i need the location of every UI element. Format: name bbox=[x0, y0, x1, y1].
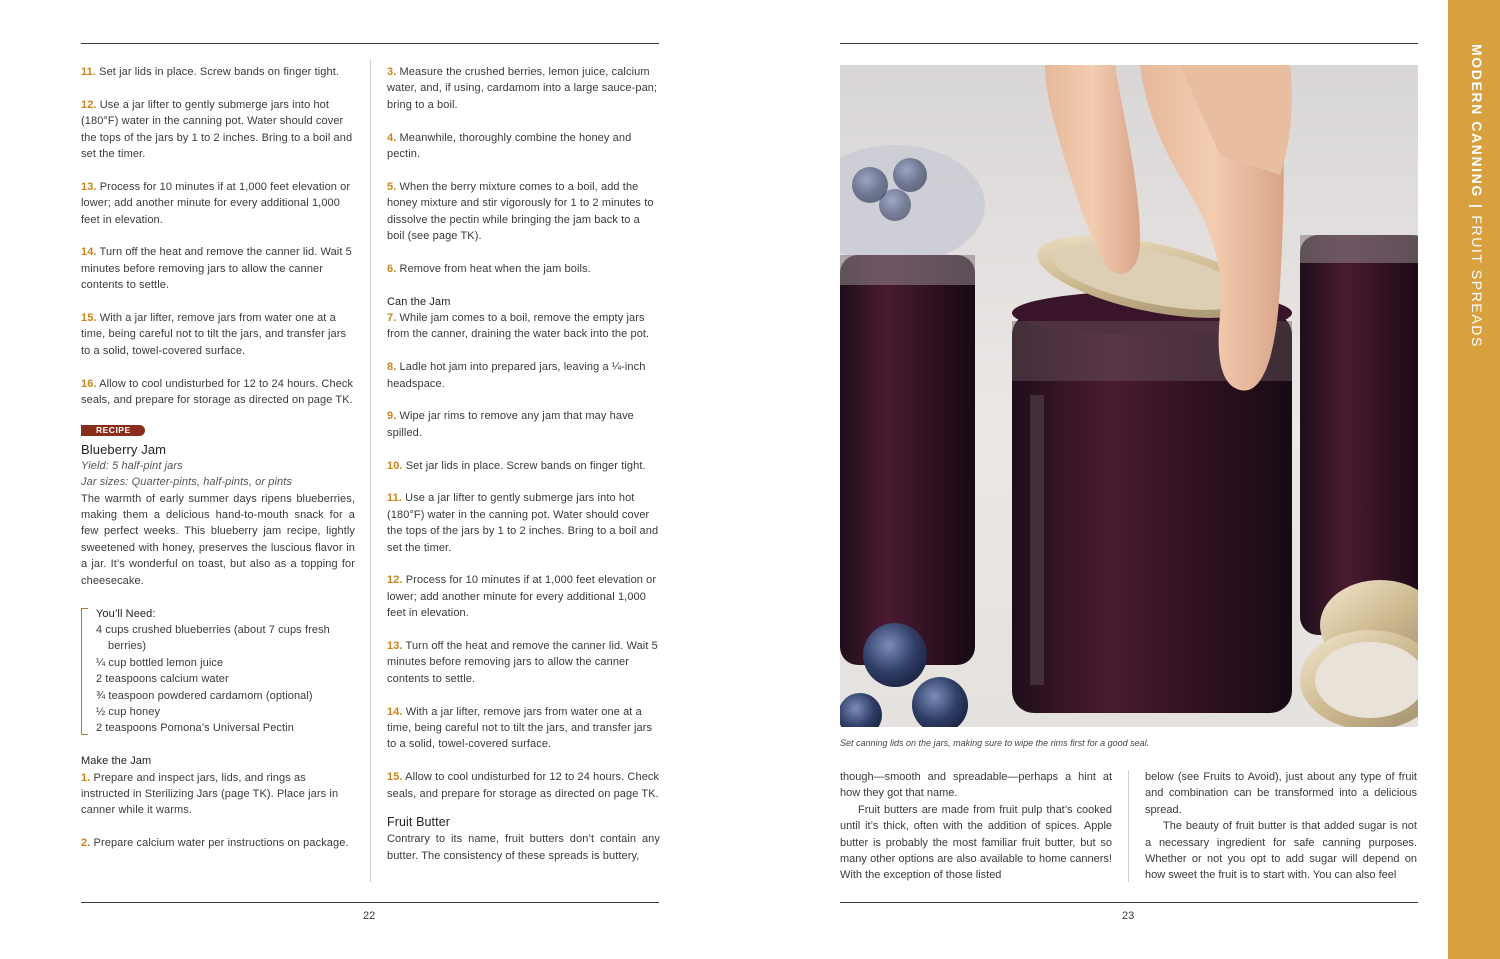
book-title: MODERN CANNING bbox=[1469, 44, 1485, 198]
step-13: 13. Process for 10 minutes if at 1,000 feet elevation or lower; add another minute for every additional 1,000 feet in elevation. bbox=[81, 180, 351, 226]
fruit-butter-continued-3: below (see Fruits to Avoid), just about any type of fruit and combination can be transformed into a delicious spread. bbox=[1145, 771, 1417, 816]
ingredients-heading: You’ll Need: bbox=[96, 607, 156, 620]
top-rule-left bbox=[81, 43, 659, 44]
ingredient-item: ¾ teaspoon powdered cardamom (optional) bbox=[96, 689, 313, 702]
fruit-butter-continued-1: though—smooth and spreadable—perhaps a hint at how they got that name. bbox=[840, 771, 1112, 800]
photo-caption: Set canning lids on the jars, making sure to wipe the rims first for a good seal. bbox=[840, 738, 1150, 748]
recipe-jar-sizes: Jar sizes: Quarter-pints, half-pints, or pints bbox=[81, 476, 293, 489]
chapter-title: FRUIT SPREADS bbox=[1469, 215, 1485, 348]
can-step-13: 13. Turn off the heat and remove the canner lid. Wait 5 minutes before removing jars to allow the canner contents to settle. bbox=[387, 640, 658, 685]
can-step-12: 12. Process for 10 minutes if at 1,000 feet elevation or lower; add another minute for every additional 1,000 feet in elevation. bbox=[387, 574, 657, 620]
step-11: 11. Set jar lids in place. Screw bands on finger tight. bbox=[81, 66, 340, 78]
right-page-column-1 bbox=[840, 769, 1112, 884]
can-step-14: 14. With a jar lifter, remove jars from water one at a time, being careful not to tilt the jars, and transfer jars to a solid, towel-covered surface. bbox=[387, 705, 653, 751]
left-page-column-2 bbox=[387, 64, 660, 880]
ingredient-item: ½ cup honey bbox=[96, 705, 161, 718]
fruit-butter-continued-2: Fruit butters are made from fruit pulp that’s cooked until it’s thick, often with the addition of spices. Apple butter is probably the most familiar fruit butter, but so many other options are also available to home canners! With the exception of those listed bbox=[840, 803, 1112, 882]
step-16: 16. Allow to cool undisturbed for 12 to 24 hours. Check seals, and prepare for storage as directed on page TK. bbox=[81, 377, 354, 407]
fruit-butter-text: Contrary to its name, fruit butters don’t contain any butter. The consistency of these spreads is buttery, bbox=[387, 833, 660, 862]
make-step-3: 3. Measure the crushed berries, lemon juice, calcium water, and, if using, cardamom into a large sauce-pan; bring to a boil. bbox=[387, 66, 658, 111]
photo-jam-jars bbox=[840, 65, 1418, 727]
can-step-9: 9. Wipe jar rims to remove any jam that may have spilled. bbox=[387, 410, 634, 439]
tab-separator: | bbox=[1469, 203, 1485, 210]
ingredient-item: ¼ cup bottled lemon juice bbox=[96, 656, 224, 669]
make-step-2: 2. Prepare calcium water per instructions on package. bbox=[81, 837, 349, 850]
right-page-column-2 bbox=[1145, 769, 1417, 884]
ingredients-list bbox=[96, 622, 355, 737]
make-step-1: 1. Prepare and inspect jars, lids, and rings as instructed in Sterilizing Jars (page TK). Place jars in canner while it warms. bbox=[81, 771, 339, 817]
can-step-8: 8. Ladle hot jam into prepared jars, leaving a ¼-inch headspace. bbox=[387, 361, 646, 390]
recipe-title: Blueberry Jam bbox=[81, 441, 167, 457]
column-divider-left bbox=[370, 60, 371, 882]
ingredient-item: 2 teaspoons Pomona’s Universal Pectin bbox=[96, 722, 294, 735]
make-step-4: 4. Meanwhile, thoroughly combine the honey and pectin. bbox=[387, 131, 632, 161]
left-page-column-1 bbox=[81, 64, 355, 868]
step-14: 14. Turn off the heat and remove the canner lid. Wait 5 minutes before removing jars to allow the canner contents to settle. bbox=[81, 246, 352, 292]
can-step-15: 15. Allow to cool undisturbed for 12 to 24 hours. Check seals, and prepare for storage as directed on page TK. bbox=[387, 771, 660, 800]
page-number-left: 22 bbox=[363, 910, 376, 922]
can-the-jam-heading: Can the Jam bbox=[387, 295, 451, 308]
page-number-right: 23 bbox=[1122, 910, 1135, 922]
can-step-10: 10. Set jar lids in place. Screw bands on finger tight. bbox=[387, 459, 646, 472]
photo-illustration bbox=[840, 65, 1418, 727]
recipe-badge: RECIPE bbox=[81, 425, 145, 436]
make-step-6: 6. Remove from heat when the jam boils. bbox=[387, 262, 591, 275]
fruit-butter-continued-4: The beauty of fruit butter is that added sugar is not a necessary ingredient for safe canning purposes. Whether or not you opt to add sugar will depend on how sweet the fruit is to start with. You can also feel bbox=[1145, 820, 1417, 882]
top-rule-right bbox=[840, 43, 1418, 44]
make-step-5: 5. When the berry mixture comes to a boil, add the honey mixture and stir vigorously for 1 to 2 minutes to dissolve the pectin while bringing the jam back to a boil (see page TK). bbox=[387, 180, 654, 243]
can-step-11: 11. Use a jar lifter to gently submerge jars into hot (180°F) water in the canning pot. Water should cover the tops of the jars by 1 to 2 inches. Bring to a boil and set the timer. bbox=[387, 492, 659, 554]
step-15: 15. With a jar lifter, remove jars from water one at a time, being careful not to tilt the jars, and transfer jars to a solid, towel-covered surface. bbox=[81, 312, 347, 357]
ingredients-bracket bbox=[81, 608, 88, 735]
ingredients-box bbox=[81, 606, 355, 737]
step-12: 12. Use a jar lifter to gently submerge jars into hot (180°F) water in the canning pot. Water should cover the tops of the jars by 1 to 2 inches. Bring to a boil and set the timer. bbox=[81, 98, 353, 161]
can-step-7: 7. While jam comes to a boil, remove the empty jars from the canner, draining the water back into the pot. bbox=[387, 312, 650, 341]
ingredient-item: 2 teaspoons calcium water bbox=[96, 673, 229, 686]
ingredient-item: 4 cups crushed blueberries (about 7 cups fresh berries) bbox=[96, 623, 330, 653]
make-the-jam-heading: Make the Jam bbox=[81, 755, 152, 768]
recipe-yield: Yield: 5 half-pint jars bbox=[81, 459, 183, 472]
bottom-rule-right bbox=[840, 902, 1418, 903]
fruit-butter-heading: Fruit Butter bbox=[387, 815, 451, 830]
recipe-intro: The warmth of early summer days ripens blueberries, making them a delicious hand-to-mouth snack for a few perfect weeks. This blueberry jam recipe, lightly sweetened with honey, preserves the luscious flavor in a jar. It’s wonderful on toast, but also as a topping for cheesecake. bbox=[81, 492, 355, 587]
column-divider-right bbox=[1128, 770, 1129, 882]
bottom-rule-left bbox=[81, 902, 659, 903]
chapter-tab-label bbox=[1455, 44, 1485, 364]
